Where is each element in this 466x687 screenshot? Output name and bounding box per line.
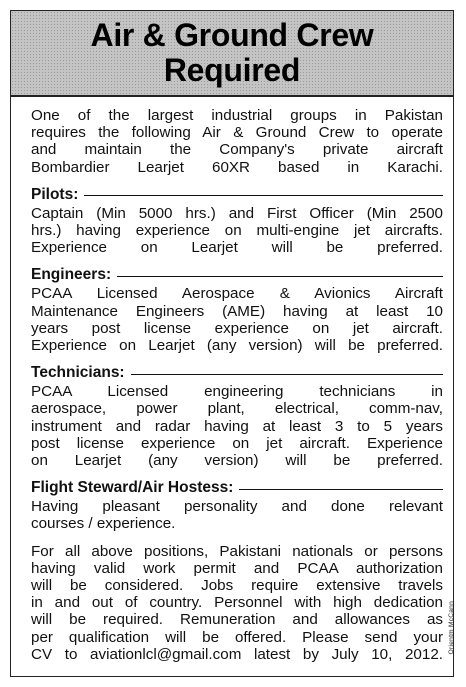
ad-header <box>11 11 453 97</box>
technicians-line: on Learjet (any version) will be preferred. <box>31 452 443 470</box>
steward-line: Having pleasant personality and done relevant <box>31 498 443 516</box>
agency-credit: Orientm McCann <box>448 600 455 654</box>
closing-line: will be required. Remuneration and allowances as <box>31 611 443 629</box>
pilots-line: hrs.) having experience on multi-engine jet aircrafts. <box>31 222 443 240</box>
engineers-heading <box>31 266 443 284</box>
section-divider <box>131 374 443 375</box>
technicians-section <box>31 364 443 469</box>
engineers-line: PCAA Licensed Aerospace & Avionics Aircraft <box>31 285 443 303</box>
technicians-line: aerospace, power plant, electrical, comm-nav, <box>31 400 443 418</box>
ad-title-line-2: Required <box>163 52 301 88</box>
technicians-heading <box>31 364 443 382</box>
pilots-line: Experience on Learjet will be preferred. <box>31 239 443 257</box>
engineers-section <box>31 266 443 354</box>
pilots-line: Captain (Min 5000 hrs.) and First Officer (Min 2500 <box>31 204 443 222</box>
intro-line: requires the following Air & Ground Crew to operate <box>31 124 443 142</box>
technicians-title: Technicians: <box>31 364 125 382</box>
section-divider <box>84 195 443 196</box>
engineers-line: Maintenance Engineers (AME) having at least 10 <box>31 302 443 320</box>
section-divider <box>239 489 443 490</box>
pilots-section <box>31 186 443 257</box>
pilots-heading <box>31 186 443 204</box>
closing-line: in and out of country. Personnel with high dedication <box>31 594 443 612</box>
engineers-line: Experience on Learjet (any version) will be preferred. <box>31 337 443 355</box>
technicians-line: instrument and radar having at least 3 to 5 years <box>31 417 443 435</box>
intro-line: Bombardier Learjet 60XR based in Karachi. <box>31 158 443 176</box>
steward-section <box>31 479 443 532</box>
intro-paragraph <box>31 107 443 176</box>
closing-line: per qualification will be offered. Please send your <box>31 628 443 646</box>
closing-paragraph <box>31 543 443 663</box>
steward-title: Flight Steward/Air Hostess: <box>31 479 234 497</box>
steward-heading <box>31 479 443 497</box>
pilots-title: Pilots: <box>31 185 79 203</box>
ad-title-line-1: Air & Ground Crew <box>90 17 374 53</box>
technicians-line: PCAA Licensed engineering technicians in <box>31 383 443 401</box>
steward-line: courses / experience. <box>31 515 176 533</box>
closing-line: will be considered. Jobs require extensive travels <box>31 577 443 595</box>
engineers-line: years post license experience on jet aircraft. <box>31 319 443 337</box>
engineers-title: Engineers: <box>31 266 112 284</box>
job-advertisement <box>10 10 454 677</box>
section-divider <box>117 276 443 277</box>
closing-line: For all above positions, Pakistani nationals or persons <box>31 542 443 560</box>
intro-line: and maintain the Company's private aircraft <box>31 141 443 159</box>
ad-body <box>11 97 453 676</box>
closing-line: having valid work permit and PCAA authorization <box>31 559 443 577</box>
closing-line: CV to aviationlcl@gmail.com latest by July 10, 2012. <box>31 645 443 663</box>
intro-line: One of the largest industrial groups in Pakistan <box>31 107 443 124</box>
technicians-line: post license experience on jet aircraft. Experience <box>31 434 443 452</box>
